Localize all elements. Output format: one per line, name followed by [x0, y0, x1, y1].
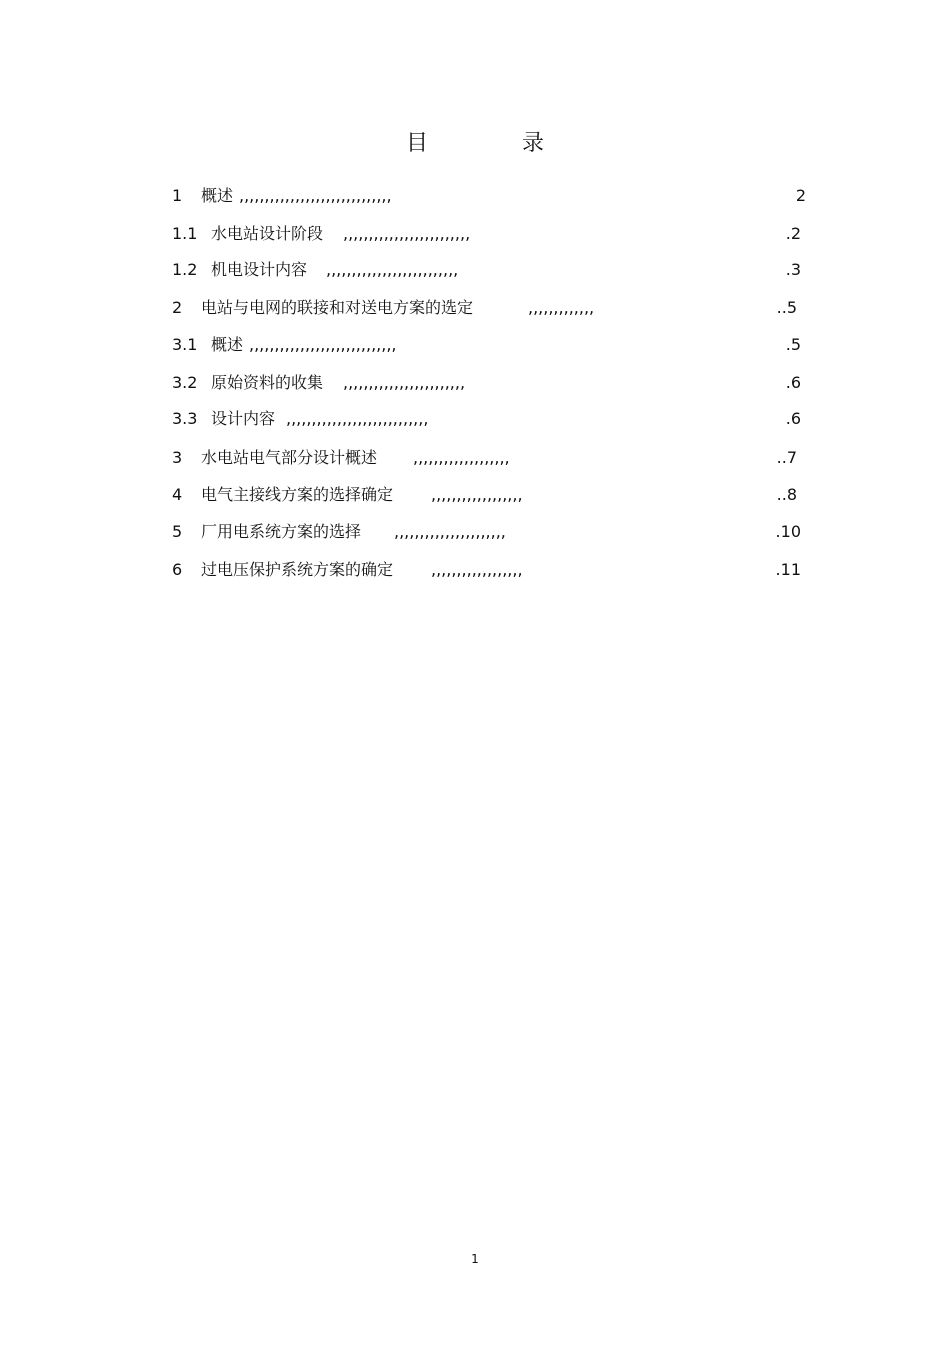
toc-title: 概述 — [201, 186, 234, 205]
toc-number: 6 — [172, 560, 183, 579]
toc-dots: ,,,,,,,,,,,,,,,,,, — [431, 485, 523, 504]
toc-title: 设计内容 — [211, 409, 276, 428]
toc-title: 过电压保护系统方案的确定 — [201, 560, 394, 579]
toc-page: .5 — [785, 335, 801, 354]
toc-title: 水电站设计阶段 — [211, 224, 324, 243]
toc-page: .2 — [785, 224, 801, 243]
toc-page: 2 — [795, 186, 806, 205]
toc-page: .3 — [785, 260, 801, 279]
toc-row[interactable] — [0, 333, 950, 357]
toc-title: 水电站电气部分设计概述 — [201, 448, 378, 467]
toc-page: ..8 — [776, 485, 797, 504]
toc-row[interactable] — [0, 407, 950, 431]
toc-number: 3.1 — [172, 335, 198, 354]
toc-row[interactable] — [0, 483, 950, 507]
toc-page: ..7 — [776, 448, 797, 467]
toc-dots: ,,,,,,,,,,,,,,,,,,,,,,,, — [343, 373, 466, 392]
page-number: 1 — [471, 1252, 479, 1266]
toc-row[interactable] — [0, 371, 950, 395]
toc-title: 机电设计内容 — [211, 260, 308, 279]
toc-number: 5 — [172, 522, 183, 541]
toc-title: 原始资料的收集 — [211, 373, 324, 392]
toc-page: .6 — [785, 373, 801, 392]
toc-number: 1 — [172, 186, 183, 205]
toc-page: ..5 — [776, 298, 797, 317]
toc-dots: ,,,,,,,,,,,,,,,,,,,,,,,,,,,,, — [249, 335, 397, 354]
toc-dots: ,,,,,,,,,,,,,,,,,, — [431, 560, 523, 579]
toc-row[interactable] — [0, 296, 950, 320]
toc-dots: ,,,,,,,,,,,,,,,,,,,,,,,,, — [343, 224, 471, 243]
toc-title: 电站与电网的联接和对送电方案的选定 — [201, 298, 474, 317]
toc-dots: ,,,,,,,,,,,,, — [528, 298, 595, 317]
toc-dots: ,,,,,,,,,,,,,,,,,,,,,, — [394, 522, 506, 541]
toc-title: 厂用电系统方案的选择 — [201, 522, 362, 541]
toc-number: 3.2 — [172, 373, 198, 392]
toc-page: .10 — [775, 522, 801, 541]
toc-title: 概述 — [211, 335, 244, 354]
toc-row[interactable] — [0, 258, 950, 282]
toc-number: 3 — [172, 448, 183, 467]
toc-dots: ,,,,,,,,,,,,,,,,,,,,,,,,,,,, — [286, 409, 429, 428]
toc-page: .6 — [785, 409, 801, 428]
toc-row[interactable] — [0, 446, 950, 470]
page-title: 目 录 — [405, 131, 580, 156]
toc-row[interactable] — [0, 184, 950, 208]
toc-number: 3.3 — [172, 409, 198, 428]
toc-dots: ,,,,,,,,,,,,,,,,,,, — [413, 448, 510, 467]
toc-row[interactable] — [0, 558, 950, 582]
toc-title: 电气主接线方案的选择确定 — [201, 485, 394, 504]
toc-dots: ,,,,,,,,,,,,,,,,,,,,,,,,,, — [326, 260, 459, 279]
toc-dots: ,,,,,,,,,,,,,,,,,,,,,,,,,,,,,, — [239, 186, 392, 205]
toc-row[interactable] — [0, 222, 950, 246]
toc-row[interactable] — [0, 520, 950, 544]
toc-number: 4 — [172, 485, 183, 504]
toc-number: 1.1 — [172, 224, 198, 243]
toc-number: 2 — [172, 298, 183, 317]
toc-number: 1.2 — [172, 260, 198, 279]
toc-page: .11 — [775, 560, 801, 579]
